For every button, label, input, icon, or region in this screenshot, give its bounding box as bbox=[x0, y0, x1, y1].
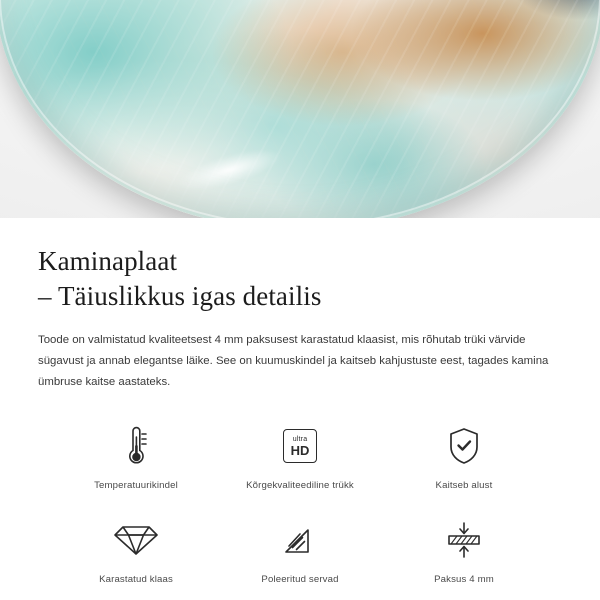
diamond-icon bbox=[114, 517, 158, 563]
feature-print-quality bbox=[218, 423, 382, 491]
thermometer-icon bbox=[116, 423, 156, 469]
feature-polished-edges bbox=[218, 517, 382, 585]
feature-grid bbox=[38, 423, 562, 585]
title-line-1: Kaminaplaat bbox=[38, 246, 178, 276]
feature-label: Paksus 4 mm bbox=[434, 574, 494, 586]
title-line-2: – Täiuslikkus igas detailis bbox=[38, 280, 322, 311]
feature-label: Karastatud klaas bbox=[99, 574, 173, 586]
feature-label: Kõrgekvaliteediline trükk bbox=[246, 480, 354, 492]
hero-image bbox=[0, 0, 600, 218]
feature-temperature bbox=[54, 423, 218, 491]
feature-label: Kaitseb alust bbox=[435, 480, 493, 492]
feature-label: Poleeritud servad bbox=[261, 574, 339, 586]
product-description: Toode on valmistatud kvaliteetsest 4 mm paksusest karastatud klaasist, mis rõhutab trüki värvide sügavust ja annab elegantse läike. See on kuumuskindel ja kaitseb kahjustuste eest, tagades kamina ümbruse kaitse aastateks. bbox=[38, 334, 549, 389]
content-section bbox=[0, 218, 600, 585]
feature-label: Temperatuurikindel bbox=[94, 480, 178, 492]
polished-edges-icon bbox=[278, 517, 322, 563]
feature-tempered-glass bbox=[54, 517, 218, 585]
ultra-hd-bottom-text: HD bbox=[290, 442, 310, 458]
round-glass-plate bbox=[0, 0, 600, 218]
shield-check-icon bbox=[444, 423, 484, 469]
ultra-hd-icon bbox=[283, 423, 317, 469]
feature-surface-protection bbox=[382, 423, 546, 491]
page-title bbox=[38, 244, 562, 313]
thickness-icon bbox=[442, 517, 486, 563]
feature-thickness bbox=[382, 517, 546, 585]
ultra-hd-top-text: ultra bbox=[292, 435, 308, 443]
